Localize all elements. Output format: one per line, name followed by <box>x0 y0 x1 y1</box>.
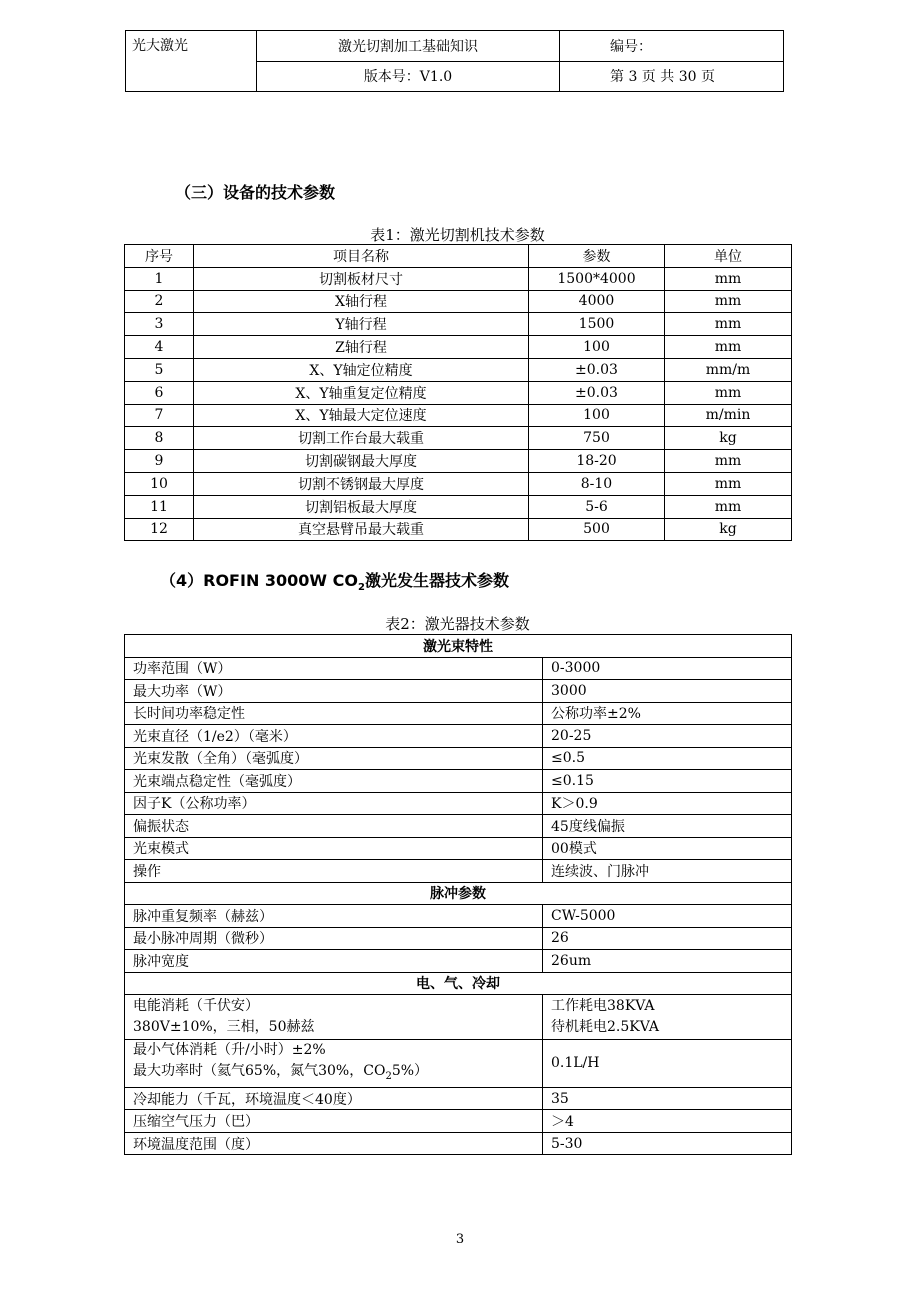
row-number: 10 <box>125 472 194 495</box>
subscript: 2 <box>358 582 365 594</box>
item-name: X、Y轴定位精度 <box>194 358 529 381</box>
param-value: 5-6 <box>529 495 665 518</box>
row-number: 7 <box>125 404 194 427</box>
param-name: 操作 <box>125 860 543 883</box>
column-header: 项目名称 <box>194 245 529 268</box>
unit: mm <box>665 495 792 518</box>
unit: mm <box>665 290 792 313</box>
table-row <box>125 1087 792 1110</box>
table2-caption: 表2：激光器技术参数 <box>385 615 530 633</box>
param-name: 最大功率（W） <box>125 680 543 703</box>
param-value: 4000 <box>529 290 665 313</box>
table-row <box>125 815 792 838</box>
item-name: 切割板材尺寸 <box>194 267 529 290</box>
param-value: 20-25 <box>543 725 792 748</box>
param-value: ±0.03 <box>529 358 665 381</box>
param-value: 26um <box>543 950 792 973</box>
param-name: 偏振状态 <box>125 815 543 838</box>
param-name: 长时间功率稳定性 <box>125 702 543 725</box>
param-value: 18-20 <box>529 450 665 473</box>
item-name: X轴行程 <box>194 290 529 313</box>
version-label: 版本号：V1.0 <box>257 61 560 92</box>
param-value: 8-10 <box>529 472 665 495</box>
table1-caption: 表1：激光切割机技术参数 <box>370 226 545 244</box>
param-name: 环境温度范围（度） <box>125 1132 543 1155</box>
param-name: 最小脉冲周期（微秒） <box>125 927 543 950</box>
param-value: 35 <box>543 1087 792 1110</box>
table-row <box>125 336 792 359</box>
table-header-row <box>125 245 792 268</box>
table-row <box>125 702 792 725</box>
param-name: 光束模式 <box>125 837 543 860</box>
section-heading-laser-generator <box>160 568 509 593</box>
param-name: 冷却能力（千瓦，环境温度＜40度） <box>125 1087 543 1110</box>
table-row <box>125 1040 792 1088</box>
table-row <box>125 927 792 950</box>
param-value: 1500 <box>529 313 665 336</box>
param-name: 最小气体消耗（升/小时）±2% <box>133 1042 326 1058</box>
laser-params-table <box>124 634 792 1155</box>
item-name: X、Y轴最大定位速度 <box>194 404 529 427</box>
param-name: 380V±10%，三相，50赫兹 <box>133 1019 315 1035</box>
column-header: 参数 <box>529 245 665 268</box>
param-value: 工作耗电38KVA <box>551 998 655 1014</box>
param-name: 脉冲重复频率（赫兹） <box>125 905 543 928</box>
document-title: 激光切割加工基础知识 <box>257 31 560 62</box>
group-header: 脉冲参数 <box>125 882 792 905</box>
param-name: 因子K（公称功率） <box>125 792 543 815</box>
param-value: ±0.03 <box>529 381 665 404</box>
param-value: 3000 <box>543 680 792 703</box>
table-row <box>125 472 792 495</box>
page-info: 第 3 页 共 30 页 <box>560 61 784 92</box>
row-number: 6 <box>125 381 194 404</box>
section-heading-equipment-params: （三）设备的技术参数 <box>175 183 336 202</box>
table-row <box>125 995 792 1040</box>
table-row <box>125 792 792 815</box>
param-value: 5-30 <box>543 1132 792 1155</box>
table-row <box>125 747 792 770</box>
group-header-row <box>125 972 792 995</box>
param-value: 750 <box>529 427 665 450</box>
param-value: K＞0.9 <box>543 792 792 815</box>
row-number: 2 <box>125 290 194 313</box>
param-name: 最大功率时（氦气65%，氮气30%，CO <box>133 1063 386 1079</box>
section-heading-text: （4）ROFIN 3000W CO <box>160 571 358 590</box>
param-value: 00模式 <box>543 837 792 860</box>
table-row <box>125 770 792 793</box>
unit: mm <box>665 450 792 473</box>
unit: mm <box>665 336 792 359</box>
subscript: 2 <box>385 1070 392 1082</box>
table-row <box>125 1110 792 1133</box>
cutting-machine-params-table <box>124 244 792 541</box>
table-row <box>125 404 792 427</box>
param-value: 0-3000 <box>543 657 792 680</box>
unit: mm <box>665 267 792 290</box>
table-row <box>125 905 792 928</box>
param-name: 光束端点稳定性（毫弧度） <box>125 770 543 793</box>
param-value: 1500*4000 <box>529 267 665 290</box>
table-row <box>125 657 792 680</box>
param-name-cell <box>125 995 543 1040</box>
table-row <box>125 860 792 883</box>
table-row <box>125 358 792 381</box>
unit: mm <box>665 472 792 495</box>
row-number: 5 <box>125 358 194 381</box>
company-name: 光大激光 <box>126 31 257 92</box>
param-value: ≤0.5 <box>543 747 792 770</box>
param-value-cell <box>543 995 792 1040</box>
group-header-row <box>125 882 792 905</box>
table-row <box>125 450 792 473</box>
item-name: Y轴行程 <box>194 313 529 336</box>
unit: m/min <box>665 404 792 427</box>
param-value: 待机耗电2.5KVA <box>551 1019 659 1035</box>
param-name: 脉冲宽度 <box>125 950 543 973</box>
group-header-row <box>125 635 792 658</box>
item-name: 切割碳钢最大厚度 <box>194 450 529 473</box>
row-number: 9 <box>125 450 194 473</box>
item-name: 切割工作台最大载重 <box>194 427 529 450</box>
param-name: 光束直径（1/e2）（毫米） <box>125 725 543 748</box>
row-number: 8 <box>125 427 194 450</box>
table-row <box>125 267 792 290</box>
unit: kg <box>665 427 792 450</box>
item-name: 切割铝板最大厚度 <box>194 495 529 518</box>
param-name: 光束发散（全角）（毫弧度） <box>125 747 543 770</box>
param-name: 5%） <box>391 1063 429 1079</box>
unit: kg <box>665 518 792 541</box>
unit: mm <box>665 381 792 404</box>
section-heading-text: 激光发生器技术参数 <box>364 571 509 590</box>
table-row <box>125 680 792 703</box>
param-value: 100 <box>529 404 665 427</box>
item-name: X、Y轴重复定位精度 <box>194 381 529 404</box>
param-value: 公称功率±2% <box>543 702 792 725</box>
unit: mm/m <box>665 358 792 381</box>
row-number: 12 <box>125 518 194 541</box>
item-name: 切割不锈钢最大厚度 <box>194 472 529 495</box>
document-number-label: 编号： <box>560 31 784 62</box>
column-header: 序号 <box>125 245 194 268</box>
page-header <box>125 30 784 92</box>
param-value: ＞4 <box>543 1110 792 1133</box>
group-header: 电、气、冷却 <box>125 972 792 995</box>
row-number: 3 <box>125 313 194 336</box>
page-number: 3 <box>455 1232 465 1247</box>
column-header: 单位 <box>665 245 792 268</box>
item-name: 真空悬臂吊最大载重 <box>194 518 529 541</box>
param-value: 100 <box>529 336 665 359</box>
table-row <box>125 313 792 336</box>
param-value: 连续波、门脉冲 <box>543 860 792 883</box>
param-name: 压缩空气压力（巴） <box>125 1110 543 1133</box>
table-row <box>125 381 792 404</box>
table-row <box>125 725 792 748</box>
item-name: Z轴行程 <box>194 336 529 359</box>
param-value: ≤0.15 <box>543 770 792 793</box>
table-row <box>125 1132 792 1155</box>
table-row <box>125 837 792 860</box>
unit: mm <box>665 313 792 336</box>
table-row <box>125 495 792 518</box>
param-value: CW-5000 <box>543 905 792 928</box>
param-value: 0.1L/H <box>543 1040 792 1088</box>
table-row <box>125 290 792 313</box>
table-row <box>125 518 792 541</box>
row-number: 11 <box>125 495 194 518</box>
param-name-cell <box>125 1040 543 1088</box>
table-row <box>125 950 792 973</box>
param-value: 500 <box>529 518 665 541</box>
group-header: 激光束特性 <box>125 635 792 658</box>
param-value: 26 <box>543 927 792 950</box>
param-name: 功率范围（W） <box>125 657 543 680</box>
row-number: 1 <box>125 267 194 290</box>
table-row <box>125 427 792 450</box>
param-value: 45度线偏振 <box>543 815 792 838</box>
param-name: 电能消耗（千伏安） <box>133 998 259 1014</box>
row-number: 4 <box>125 336 194 359</box>
